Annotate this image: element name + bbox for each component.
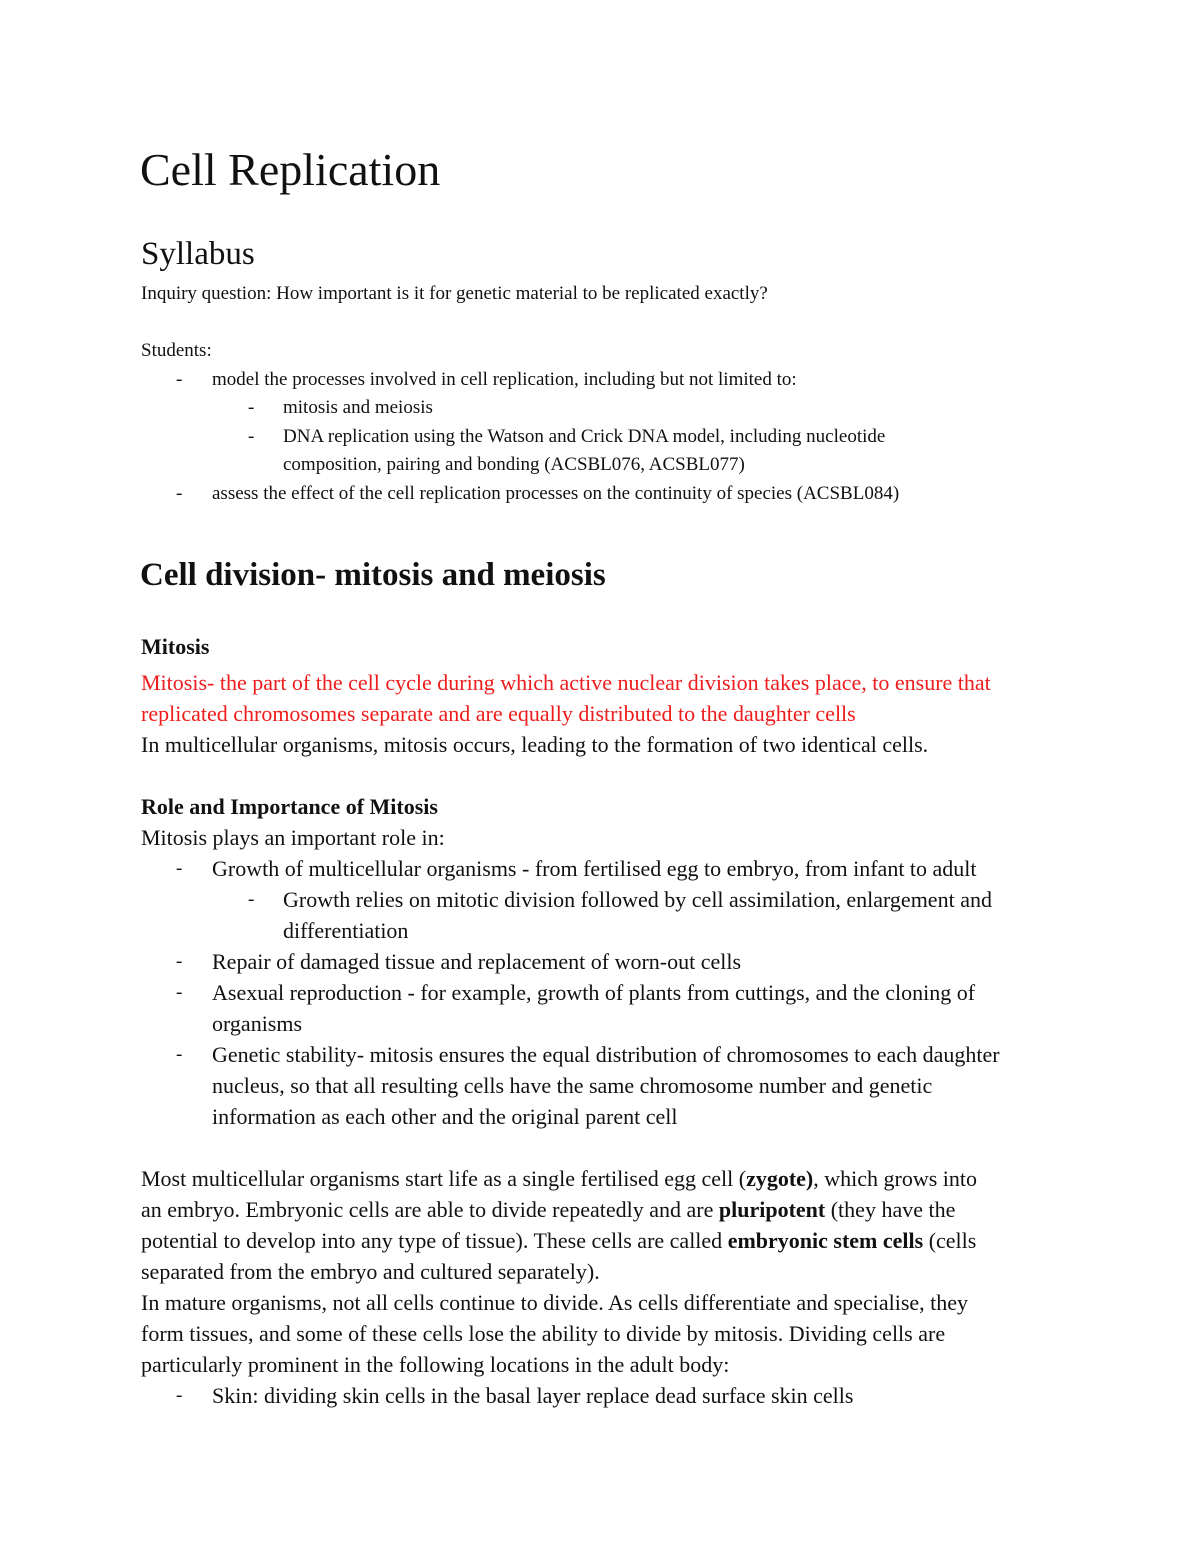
role-item-stability-continued: information as each other and the original parent cell	[212, 1104, 678, 1129]
paragraph-line: In mature organisms, not all cells continue to divide. As cells differentiate and specialise, they	[141, 1290, 969, 1315]
text-run: Most multicellular organisms start life as a single fertilised egg cell (	[141, 1166, 747, 1191]
term-zygote: zygote)	[746, 1166, 814, 1191]
bullet-dash: -	[176, 369, 183, 390]
syllabus-subitem: DNA replication using the Watson and Crick DNA model, including nucleotide	[283, 426, 886, 447]
syllabus-subitem-continued: composition, pairing and bonding (ACSBL076, ACSBL077)	[283, 454, 745, 475]
syllabus-item: model the processes involved in cell replication, including but not limited to:	[212, 369, 797, 390]
bullet-dash: -	[176, 982, 183, 1003]
section-heading: Cell division- mitosis and meiosis	[140, 557, 606, 593]
paragraph-line: particularly prominent in the following locations in the adult body:	[141, 1352, 730, 1377]
bullet-dash: -	[176, 858, 183, 879]
syllabus-subitem: mitosis and meiosis	[283, 397, 433, 418]
syllabus-item: assess the effect of the cell replication processes on the continuity of species (ACSBL084)	[212, 483, 900, 504]
bullet-dash: -	[176, 1385, 183, 1406]
bullet-dash: -	[248, 426, 255, 447]
role-item-stability: Genetic stability- mitosis ensures the equal distribution of chromosomes to each daughter	[212, 1042, 1000, 1067]
skin-item: Skin: dividing skin cells in the basal layer replace dead surface skin cells	[212, 1383, 854, 1408]
text-run: an embryo. Embryonic cells are able to divide repeatedly and are	[141, 1197, 719, 1222]
paragraph-line	[141, 1194, 955, 1225]
paragraph-line: form tissues, and some of these cells lose the ability to divide by mitosis. Dividing cells are	[141, 1321, 946, 1346]
paragraph-line: separated from the embryo and cultured separately).	[141, 1259, 600, 1284]
role-item-asexual: Asexual reproduction - for example, growth of plants from cuttings, and the cloning of	[212, 980, 976, 1005]
paragraph-line	[141, 1163, 977, 1194]
inquiry-question: Inquiry question: How important is it for genetic material to be replicated exactly?	[141, 283, 768, 304]
role-subitem-growth: Growth relies on mitotic division followed by cell assimilation, enlargement and	[283, 887, 992, 912]
role-subitem-growth-continued: differentiation	[283, 918, 409, 943]
term-embryonic-stem-cells: embryonic stem cells	[727, 1228, 924, 1253]
role-item-asexual-continued: organisms	[212, 1011, 303, 1036]
text-run: (they have the	[825, 1197, 956, 1222]
text-run: potential to develop into any type of tissue). These cells are called	[141, 1228, 728, 1253]
text-run: , which grows into	[813, 1166, 978, 1191]
bullet-dash: -	[248, 397, 255, 418]
role-item-stability-continued: nucleus, so that all resulting cells have the same chromosome number and genetic	[212, 1073, 933, 1098]
mitosis-definition: Mitosis- the part of the cell cycle during which active nuclear division takes place, to ensure that	[141, 670, 991, 695]
role-item-growth: Growth of multicellular organisms - from fertilised egg to embryo, from infant to adult	[212, 856, 977, 881]
role-heading: Role and Importance of Mitosis	[141, 794, 438, 819]
multicellular-sentence: In multicellular organisms, mitosis occurs, leading to the formation of two identical cells.	[141, 732, 929, 757]
bullet-dash: -	[176, 951, 183, 972]
page-title: Cell Replication	[140, 144, 441, 195]
bullet-dash: -	[176, 483, 183, 504]
role-item-repair: Repair of damaged tissue and replacement of worn-out cells	[212, 949, 742, 974]
bullet-dash: -	[176, 1044, 183, 1065]
syllabus-heading: Syllabus	[141, 236, 255, 272]
term-pluripotent: pluripotent	[718, 1197, 826, 1222]
bullet-dash: -	[248, 889, 255, 910]
students-label: Students:	[141, 340, 212, 361]
text-run: (cells	[923, 1228, 977, 1253]
mitosis-heading: Mitosis	[141, 634, 210, 659]
mitosis-definition-continued: replicated chromosomes separate and are equally distributed to the daughter cells	[141, 701, 856, 726]
role-intro: Mitosis plays an important role in:	[141, 825, 445, 850]
paragraph-line	[141, 1225, 976, 1256]
